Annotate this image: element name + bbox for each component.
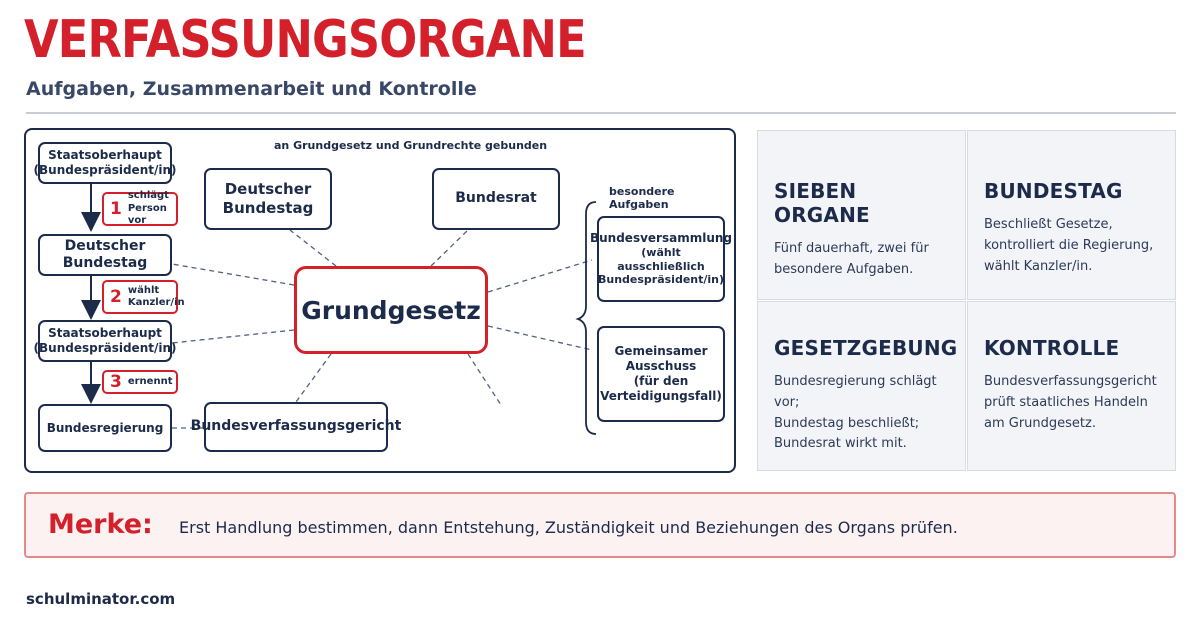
organ-bundesrat-label: Bundesrat (455, 190, 537, 207)
card-2-body (984, 215, 1159, 277)
card-2-line3: wählt Kanzler/in. (984, 258, 1093, 274)
caption-bound: an Grundgesetz und Grundrechte gebunden (274, 139, 548, 152)
card-2-heading: BUNDESTAG (984, 179, 1123, 203)
flow-2-line1: Deutscher (64, 237, 146, 254)
spoke-ausschuss (488, 326, 592, 350)
card-3-line1: Bundesregierung schlägt vor; (774, 374, 937, 410)
flow-3-line2: (Bundespräsident/in) (33, 341, 177, 355)
card-1-body (774, 239, 949, 281)
step-2-text (128, 285, 185, 310)
flow-staatsoberhaupt-2 (33, 320, 177, 362)
card-1-heading: SIEBEN ORGANE (774, 179, 870, 227)
card-3-line2: Bundestag beschließt; (774, 415, 920, 431)
card-2-line2: kontrolliert die Regierung, (984, 237, 1154, 253)
bundesversammlung-note2: Bundespräsident/in) (597, 273, 725, 287)
step-1-line2: Person vor (127, 202, 167, 227)
bundesversammlung-note1: (wählt ausschließlich (617, 245, 705, 273)
center-grundgesetz: Grundgesetz (294, 266, 488, 354)
header-divider (26, 112, 1176, 114)
merke-label: Merke: (48, 509, 153, 540)
step-1-text (128, 190, 176, 228)
spoke-bundesversammlung (488, 260, 592, 292)
card-3-heading: GESETZGEBUNG (774, 336, 958, 360)
caption-special: besondere Aufgaben (609, 185, 675, 211)
step-3-line1: ernennt (127, 375, 173, 387)
spoke-bundestag (290, 230, 336, 266)
organ-bundestag-line2: Bundestag (222, 199, 314, 217)
card-4-line3: am Grundgesetz. (984, 415, 1096, 431)
special-bundesversammlung (589, 216, 733, 302)
flow-bundesregierung (38, 404, 172, 452)
card-2-line1: Beschließt Gesetze, (984, 217, 1113, 232)
card-kontrolle (967, 301, 1176, 471)
flow-2-line2: Bundestag (62, 255, 148, 271)
flow-bundestag (38, 234, 172, 276)
ausschuss-note2: Verteidigungsfall) (600, 389, 722, 403)
organs-diagram (24, 128, 736, 473)
card-1-line2: besondere Aufgaben. (774, 261, 914, 277)
spoke-down-right (468, 354, 501, 405)
step-2-line2: Kanzler/in (127, 297, 185, 308)
step-3-number: 3 (110, 372, 122, 392)
card-3-line3: Bundesrat wirkt mit. (774, 436, 907, 452)
step-1-line1: schlägt (127, 190, 169, 202)
step-2 (102, 280, 185, 314)
card-4-heading: KONTROLLE (984, 336, 1120, 360)
step-2-line1: wählt (127, 284, 160, 296)
card-4-line2: prüft staatliches Handeln (984, 394, 1148, 410)
card-bundestag (967, 130, 1176, 300)
organ-bundesverfassungsgericht (190, 402, 402, 452)
flow-staatsoberhaupt-1 (33, 142, 177, 184)
page-title: VERFASSUNGSORGANE (24, 10, 586, 70)
flow-1-line2: (Bundespräsident/in) (33, 163, 177, 177)
merke-text: Erst Handlung bestimmen, dann Entstehung, Zuständigkeit und Beziehungen des Organs prüfen. (179, 518, 958, 537)
bundesversammlung-title: Bundesversammlung (589, 230, 733, 245)
card-1-line1: Fünf dauerhaft, zwei für (774, 241, 929, 256)
step-1 (102, 192, 178, 226)
organ-bundestag-line1: Deutscher (224, 180, 312, 199)
info-cards (757, 130, 1176, 471)
page-subtitle: Aufgaben, Zusammenarbeit und Kontrolle (26, 78, 477, 100)
card-sieben-organe (757, 130, 966, 300)
card-4-line1: Bundesverfassungsgericht (984, 374, 1157, 389)
flow-4-line1: Bundesregierung (46, 420, 164, 435)
spoke-bundesrat (431, 230, 468, 266)
ausschuss-note1: (für den (633, 374, 689, 388)
card-4-body (984, 372, 1159, 434)
spoke-bverfg (296, 354, 331, 402)
card-3-body (774, 372, 949, 455)
flow-1-line1: Staatsoberhaupt (48, 148, 162, 162)
step-3 (102, 370, 178, 394)
footer-site: schulminator.com (26, 590, 176, 608)
organ-bundesrat (432, 168, 560, 230)
special-gemeinsamer-ausschuss (597, 326, 725, 422)
card-gesetzgebung (757, 301, 966, 471)
ausschuss-title2: Ausschuss (625, 359, 697, 373)
step-2-number: 2 (110, 287, 122, 307)
flow-3-line1: Staatsoberhaupt (48, 326, 162, 340)
organ-bundestag (204, 168, 332, 230)
merke-box (24, 492, 1176, 558)
ausschuss-title1: Gemeinsamer (614, 344, 708, 358)
organ-bverfg-label: Bundesverfassungsgericht (190, 418, 402, 435)
spoke-staatsoberhaupt (172, 330, 294, 343)
spoke-bundestag-flow (172, 264, 294, 285)
step-1-number: 1 (110, 199, 122, 219)
